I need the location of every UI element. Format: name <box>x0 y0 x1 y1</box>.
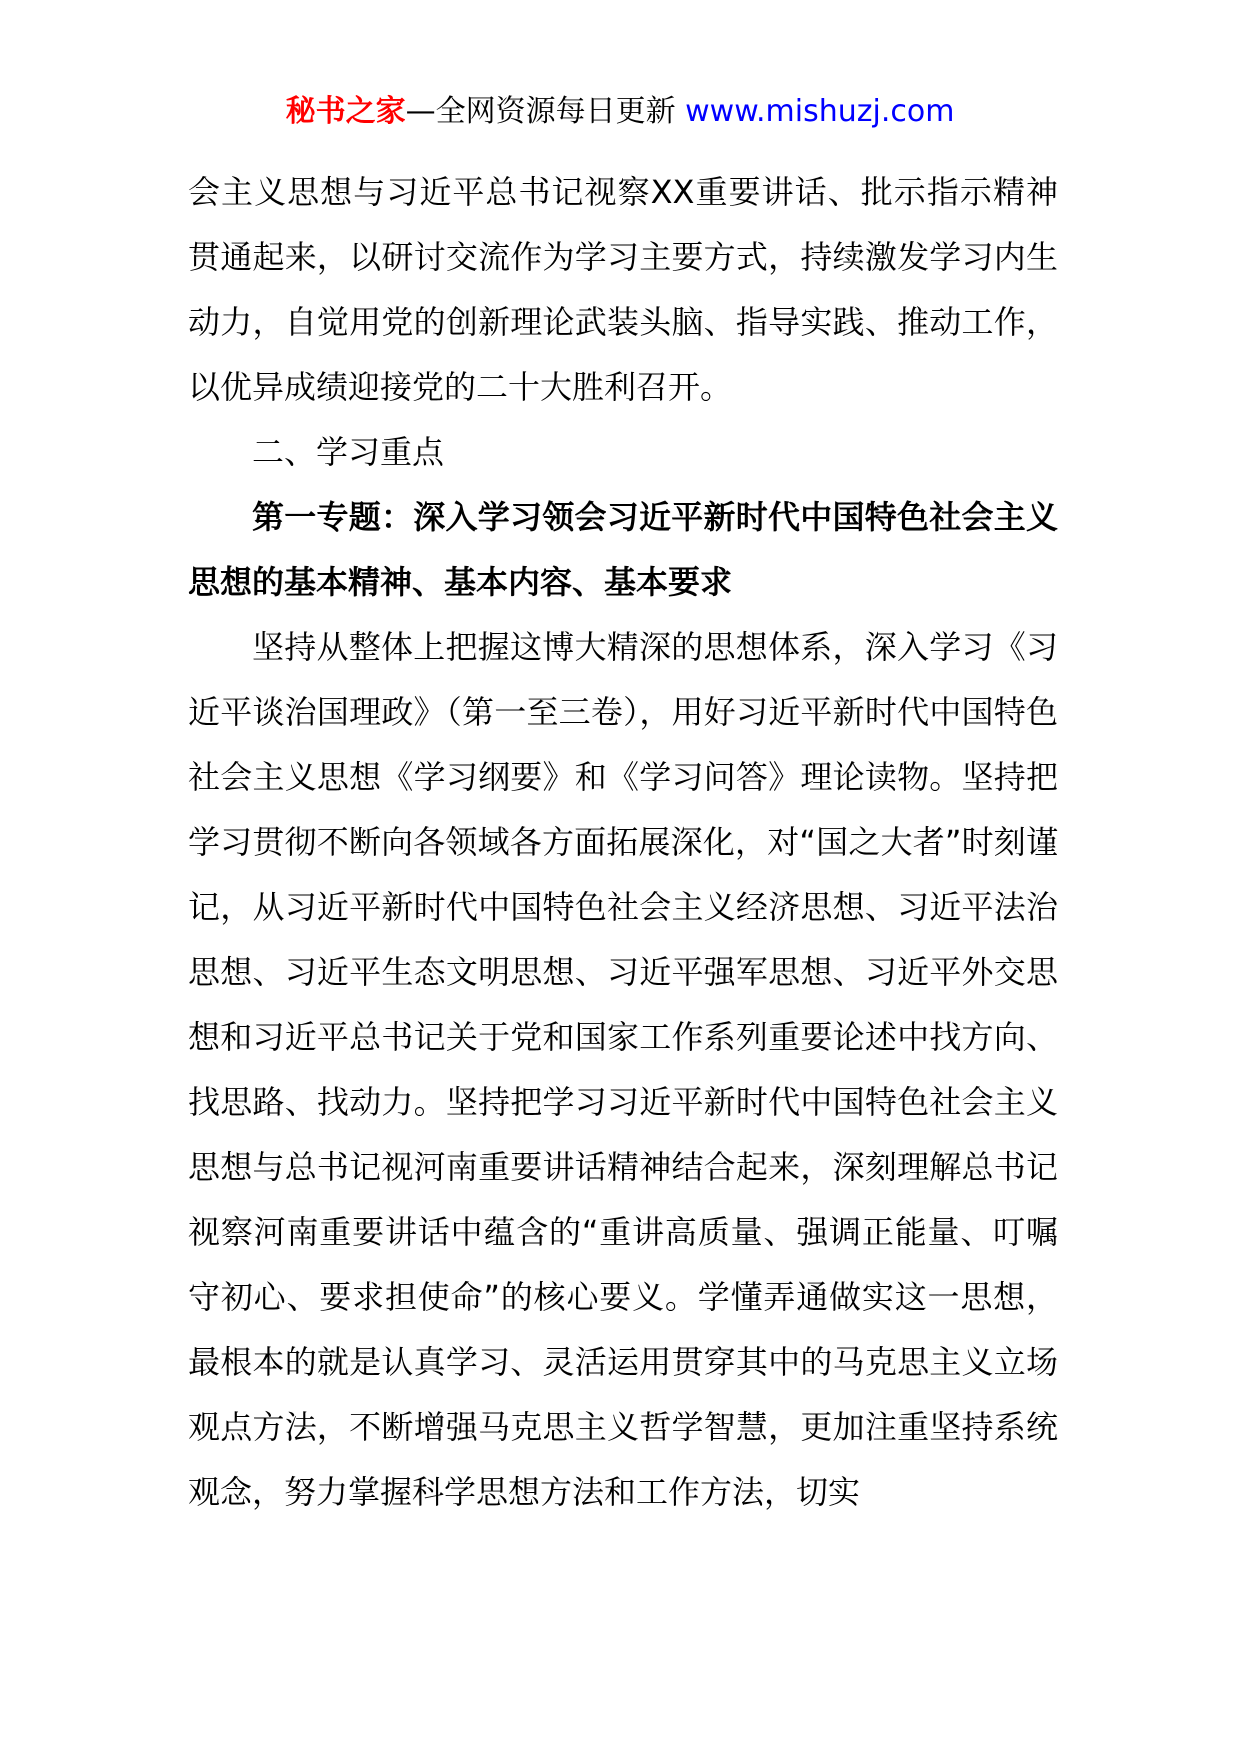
topic-heading: 第一专题：深入学习领会习近平新时代中国特色社会主义思想的基本精神、基本内容、基本要求 <box>188 498 1058 601</box>
continued-paragraph: 会主义思想与习近平总书记视察XX重要讲话、批示指示精神贯通起来，以研讨交流作为学习主要方式，持续激发学习内生动力，自觉用党的创新理论武装头脑、指导实践、推动工作，以优异成绩迎接党的二十大胜利召开。 <box>188 173 1058 406</box>
site-url[interactable]: www.mishuzj.com <box>685 94 955 129</box>
brand-name: 秘书之家 <box>285 94 406 129</box>
header-tagline: —全网资源每日更新 <box>405 94 686 129</box>
section-heading: 二、学习重点 <box>252 433 445 471</box>
body-paragraph: 坚持从整体上把握这博大精深的思想体系，深入学习《习近平谈治国理政》（第一至三卷），用好习近平新时代中国特色社会主义思想《学习纲要》和《学习问答》理论读物。坚持把学习贯彻不断向各领域各方面拓展深化，对“国之大者”时刻谨记，从习近平新时代中国特色社会主义经济思想、习近平法治思想、习近平生态文明思想、习近平强军思想、习近平外交思想和习近平总书记关于党和国家工作系列重要论述中找方向、找思路、找动力。坚持把学习习近平新时代中国特色社会主义思想与总书记视河南重要讲话精神结合起来，深刻理解总书记视察河南重要讲话中蕴含的“重讲高质量、强调正能量、叮嘱守初心、要求担使命”的核心要义。学懂弄通做实这一思想，最根本的就是认真学习、灵活运用贯穿其中的马克思主义立场观点方法，不断增强马克思主义哲学智慧，更加注重坚持系统观念，努力掌握科学思想方法和工作方法，切实 <box>188 628 1058 1511</box>
site-header <box>0 92 1240 132</box>
document-body <box>188 160 1058 1525</box>
